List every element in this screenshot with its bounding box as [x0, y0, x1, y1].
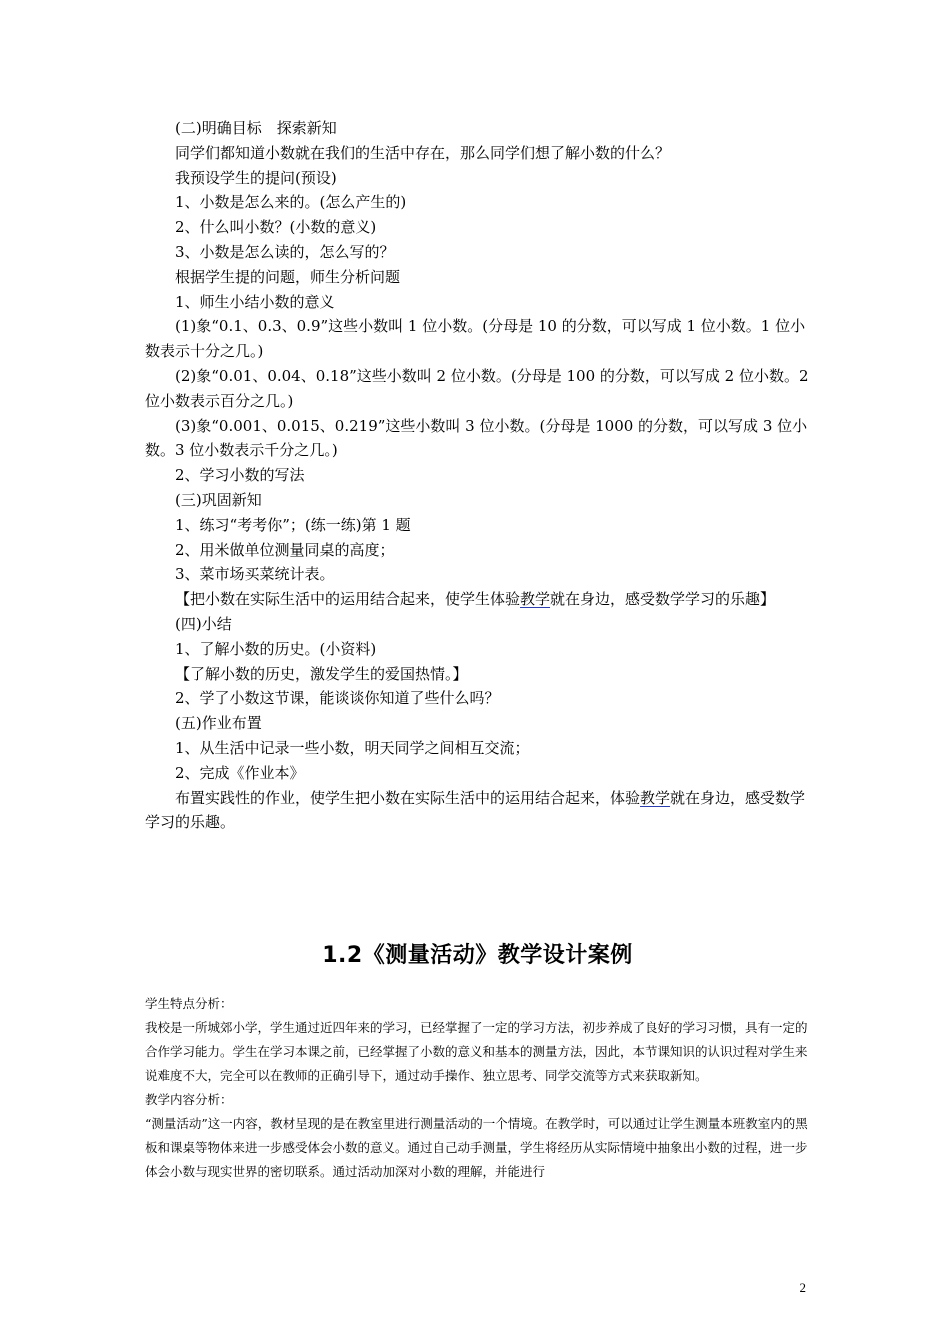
paragraph: 2、学了小数这节课，能谈谈你知道了些什么吗？ [175, 689, 500, 708]
paragraph: (2)象“0.01、0.04、0.18”这些小数叫 2 位小数。(分母是 100 的分数，可以写成 2 位小数。2 位小数表示百分之几。) [145, 366, 809, 410]
subheading: 学生特点分析： [145, 996, 233, 1011]
page-number: 2 [799, 1280, 806, 1295]
paragraph: 1、练习“考考你”；(练一练)第 1 题 [175, 515, 411, 534]
paragraph: 3、菜市场买菜统计表。 [175, 565, 335, 584]
paragraph: 1、了解小数的历史。(小资料) [175, 639, 377, 658]
teaching-link[interactable]: 教学 [640, 788, 671, 807]
paragraph: 2、什么叫小数？(小数的意义) [175, 218, 377, 237]
paragraph: “测量活动”这一内容，教材呈现的是在教室里进行测量活动的一个情境。在教学时，可以通过让学生测量本班教室内的黑板和课桌等物体来进一步感受体会小数的意义。通过自己动手测量，学生将经历从实际情境中抽象出小数的过程，进一步体会小数与现实世界的密切联系。通过活动加深对小数的理解，并能进行 [145, 1116, 808, 1179]
highlight-paragraph [145, 587, 810, 612]
homework-paragraph [145, 786, 810, 836]
paragraph: 1、小数是怎么来的。(怎么产生的) [175, 193, 407, 212]
text-segment: 布置实践性的作业，使学生把小数在实际生活中的运用结合起来，体验 [175, 788, 641, 807]
text-segment: 【把小数在实际生活中的运用结合起来，使学生体验 [175, 590, 521, 609]
paragraph: (五)作业布置 [175, 714, 262, 733]
paragraph: 2、用米做单位测量同桌的高度； [175, 540, 395, 559]
paragraph: (三)巩固新知 [175, 490, 262, 509]
teaching-link[interactable]: 教学 [520, 590, 551, 609]
paragraph: 2、完成《作业本》 [175, 763, 305, 782]
lesson-body [145, 116, 810, 835]
paragraph: 我预设学生的提问(预设) [175, 168, 337, 187]
paragraph: 同学们都知道小数就在我们的生活中存在，那么同学们想了解小数的什么？ [175, 143, 671, 162]
paragraph: 1、师生小结小数的意义 [175, 292, 335, 311]
paragraph: 1、从生活中记录一些小数，明天同学之间相互交流； [175, 738, 530, 757]
text-segment: 就在身边，感受数学学习的乐趣】 [550, 590, 776, 609]
paragraph: 【了解小数的历史，激发学生的爱国热情。】 [175, 664, 468, 683]
paragraph: (3)象“0.001、0.015、0.219”这些小数叫 3 位小数。(分母是 1000 的分数，可以写成 3 位小数。3 位小数表示千分之几。) [145, 416, 808, 460]
subheading: 教学内容分析： [145, 1092, 233, 1107]
paragraph: 3、小数是怎么读的，怎么写的？ [175, 242, 395, 261]
case-analysis [145, 992, 810, 1184]
paragraph: (1)象“0.1、0.3、0.9”这些小数叫 1 位小数。(分母是 10 的分数，可以写成 1 位小数。1 位小数表示十分之几。) [145, 317, 806, 361]
paragraph: (二)明确目标 探索新知 [175, 119, 337, 137]
paragraph: 2、学习小数的写法 [175, 466, 305, 485]
paragraph: 我校是一所城郊小学，学生通过近四年来的学习，已经掌握了一定的学习方法，初步养成了良好的学习习惯，具有一定的合作学习能力。学生在学习本课之前，已经掌握了小数的意义和基本的测量方法，因此，本节课知识的认识过程对学生来说难度不大，完全可以在教师的正确引导下，通过动手操作、独立思考、同学交流等方式来获取新知。 [145, 1020, 808, 1083]
paragraph: (四)小结 [175, 614, 232, 633]
text-segment: 就在身边，感受数学学习的乐趣。 [145, 788, 806, 832]
section-title: 1.2《测量活动》教学设计案例 [322, 943, 633, 968]
paragraph: 根据学生提的问题，师生分析问题 [175, 267, 401, 286]
